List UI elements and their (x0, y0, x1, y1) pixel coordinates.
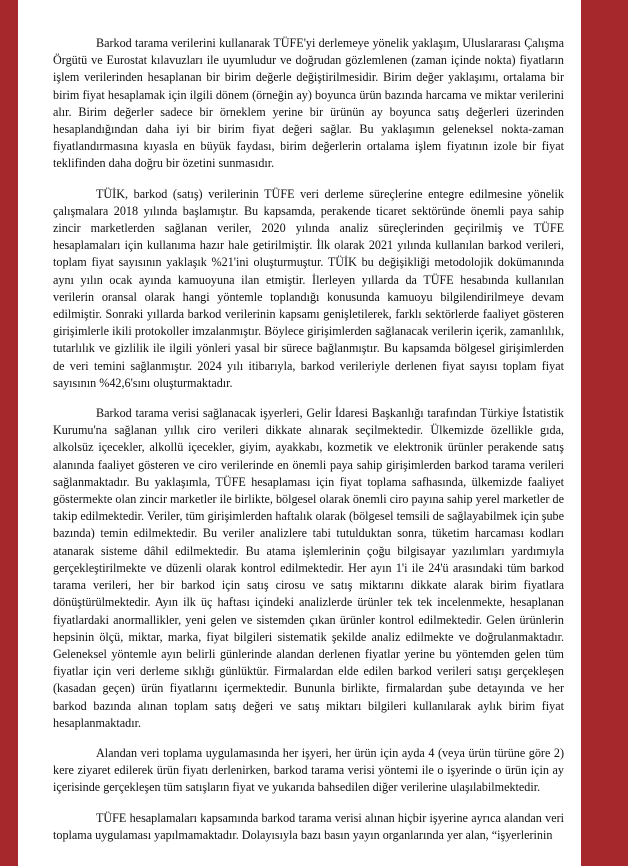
paragraph-4: Alandan veri toplama uygulamasında her işyeri, her ürün için ayda 4 (veya ürün türüne göre 2) kere ziyaret edilerek ürün fiyatı derlenirken, barkod tarama verisi yöntemi ile o işyerinde o ürün için ay içerisinde gerçekleşen tüm satışların fiyat ve yukarıda bahsedilen diğer verilerine ulaşılabilmektedir. (53, 745, 564, 795)
paragraph-1: Barkod tarama verilerini kullanarak TÜFE'yi derlemeye yönelik yaklaşım, Uluslararası Çalışma Örgütü ve Eurostat kılavuzları ile uyumludur ve doğrudan gözlemlenen (zaman içinde nokta) fiyatların işlem verilerinden hesaplanan bir birim değerle değiştirilmesidir. Birim değer yaklaşımı, ortalama bir birim fiyat hesaplamak için ilgili dönem (örneğin ay) boyunca ürün bazında harcama ve miktar verilerini alır. Birim değerler sadece bir örneklem yerine bir ürünün ay boyunca satış değerleri üzerinden hesaplandığından daha iyi bir birim fiyat değeri sağlar. Bu yaklaşımın geleneksel nokta-zaman fiyatlandırmasına kıyasla en büyük faydası, birim değerlerin ortalama işlem fiyatının izole bir fiyat teklifinden daha doğru bir özetini sunmasıdır. (53, 36, 564, 171)
document-body (53, 35, 564, 857)
right-accent-bar (581, 0, 628, 866)
paragraph-5: TÜFE hesaplamaları kapsamında barkod tarama verisi alınan hiçbir işyerine ayrıca alandan veri toplama uygulaması yapılmamaktadır. Dolayısıyla bazı basın yayın organlarında yer alan, “işyerlerinin (53, 810, 564, 842)
paragraph-3: Barkod tarama verisi sağlanacak işyerleri, Gelir İdaresi Başkanlığı tarafından Türkiye İstatistik Kurumu'na sağlanan yıllık ciro verileri dikkate alınarak seçilmektedir. Ülkemizde özellikle gıda, alkolsüz içecekler, alkollü içecekler, giyim, ayakkabı, kozmetik ve elektronik ürünler perakende satış alanında faaliyet gösteren ve ciro verilerinde en önemli paya sahip girişimlerden barkod tarama verileri sağlanmaktadır. Bu yaklaşımla, TÜFE hesaplaması için fiyat toplama safhasında, ülkemizde faaliyet göstermekte olan zincir marketler ile birlikte, bölgesel olarak önemli ciro payına sahip yerel marketler de takip edilmektedir. Veriler, tüm girişimlerden haftalık olarak (bölgesel temsili de sağlayabilmek için şube bazında) temin edilmektedir. Bu veriler analizlere tabi tutulduktan sonra, tüketim harcaması kodları atanarak sisteme dâhil edilmektedir. Bu atama işlemlerinin çoğu bilgisayar yazılımları yardımıyla gerçekleştirilmekte ve düzenli olarak kontrol edilmektedir. Her ayın 1'i ile 24'ü arasındaki tüm barkod tarama verileri, her bir barkod için satış cirosu ve satış miktarını dikkate alarak birim fiyatlara dönüştürülmektedir. Ayın ilk üç haftası içindeki analizlerde ürünler tek tek incelenmekte, hesaplanan fiyatlardaki anormallikler, yeni gelen ve sistemden çıkan ürünler kontrol edilmektedir. Gelen ürünlerin hepsinin ölçü, miktar, marka, fiyat bilgileri sistematik şekilde analiz edilmekte ve doğrulanmaktadır. Geleneksel yöntemle ayın belirli günlerinde alandan derlenen fiyatlar yerine bu yöntemden gelen tüm fiyatlar için veri derleme sıklığı günlüktür. Firmalardan elde edilen barkod verileri satışı gerçekleşen (kasadan geçen) ürün fiyatlarını içermektedir. Bununla birlikte, firmalardan şube detayında ve her barkod bazında alınan toplam satış değeri ve satış miktarı bilgileri kullanılarak aylık birim fiyat hesaplanmaktadır. (53, 406, 564, 730)
paragraph-2: TÜİK, barkod (satış) verilerinin TÜFE veri derleme süreçlerine entegre edilmesine yönelik çalışmalara 2018 yılında başlamıştır. Bu kapsamda, perakende ticaret sektöründe önemli paya sahip zincir marketlerden sağlanan veriler, 2020 yılında analiz süreçlerinden geçirilmiş ve TÜFE hesaplamaları için kullanıma hazır hale getirilmiştir. İlk olarak 2021 yılında kullanılan barkod verileri, toplam fiyat sayısının yaklaşık %21'ini oluşturmuştur. TÜİK bu değişikliği metodolojik dokümanında aynı yılın ocak ayında kamuoyuna ilan etmiştir. İlerleyen yıllarda da TÜFE hesabında kullanılan verilerin oransal olarak hangi yöntemle toplandığı konusunda kamuoyu bilgilendirilmeye devam edilmiştir. Sonraki yıllarda barkod verilerinin kapsamı genişletilerek, farklı sektörlerde faaliyet gösteren girişimlerle ikili protokoller imzalanmıştır. Böylece girişimlerden sağlanacak verilerin içerik, zamanlılık, tutarlılık ve gizlilik ile ilgili yönleri yasal bir sürece bağlanmıştır. Bu kapsamda bölgesel girişimlerden de veri temini sağlanmıştır. 2024 yılı itibarıyla, barkod verileriyle derlenen fiyat sayısı toplam fiyat sayısının %42,6'sını oluşturmaktadır. (53, 186, 564, 390)
document-page (18, 0, 581, 866)
left-accent-bar (0, 0, 18, 866)
